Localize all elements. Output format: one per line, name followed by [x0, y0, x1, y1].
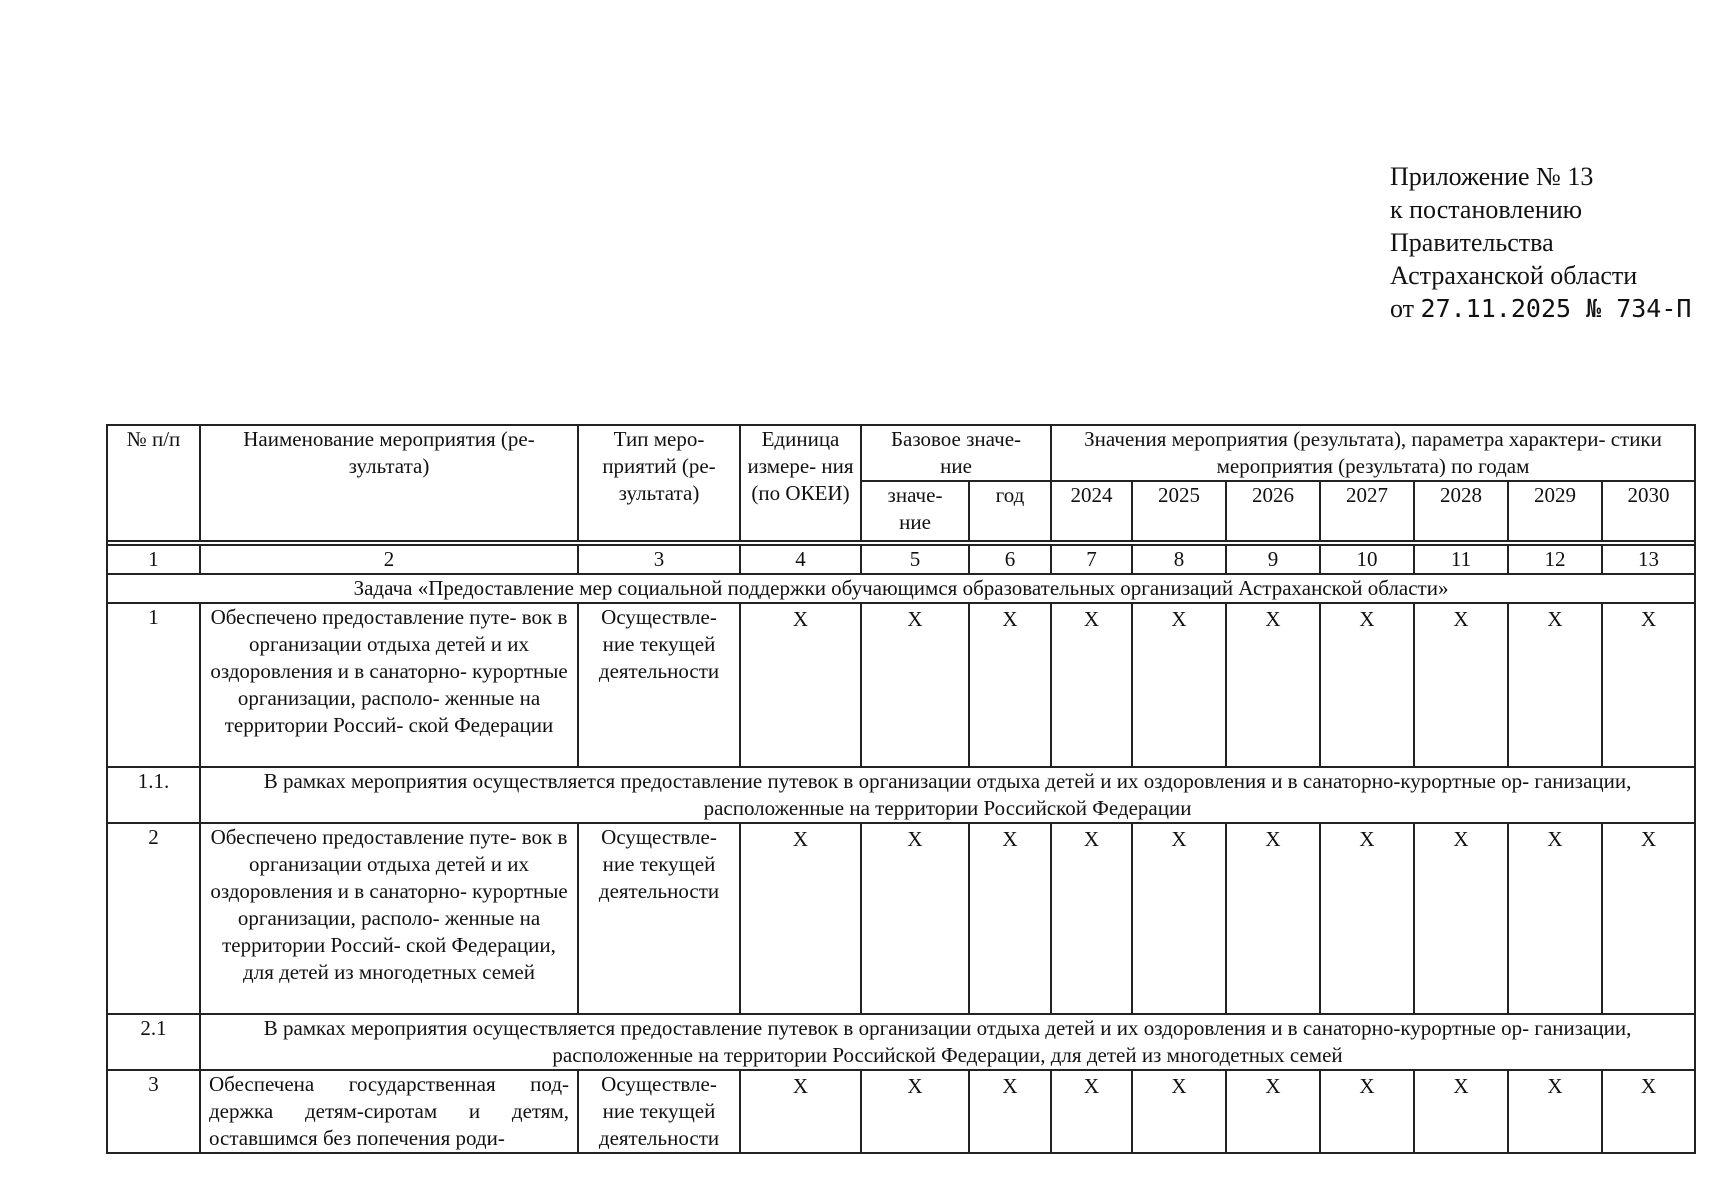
row-description: В рамках мероприятия осуществляется предоставление путевок в организации отдыха детей и их оздоровления и в санаторно-курортные ор- ганизации, расположенные на территории Российской Федерации [200, 767, 1695, 823]
row-activity-type: Осуществле- ние текущей деятельности [578, 823, 740, 1014]
row-number: 1 [107, 603, 200, 767]
task-row [107, 574, 1695, 603]
appendix-region: Астраханской области [1390, 261, 1638, 290]
column-number: 3 [578, 545, 740, 574]
appendix-number: Приложение № 13 [1390, 162, 1594, 191]
row-value: X [1320, 823, 1414, 1014]
row-value: X [1508, 1070, 1602, 1153]
header-base: Базовое значе- ние [861, 425, 1051, 481]
header-unit: Единица измере- ния (по ОКЕИ) [740, 425, 861, 541]
row-value: X [1051, 823, 1132, 1014]
row-value: X [740, 1070, 861, 1153]
header-year: 2028 [1414, 481, 1508, 541]
row-value: X [1414, 1070, 1508, 1153]
task-title: Задача «Предоставление мер социальной поддержки обучающимся образовательных организаций Астраханской области» [107, 574, 1695, 603]
row-value: X [1320, 1070, 1414, 1153]
table-row [107, 1070, 1695, 1153]
header-year: 2030 [1602, 481, 1695, 541]
appendix-date-prefix: от [1390, 294, 1415, 323]
appendix-reference: к постановлению [1390, 195, 1583, 224]
row-value: X [1414, 603, 1508, 767]
header-base-value: значе- ние [861, 481, 969, 541]
row-activity-type: Осуществле- ние текущей деятельности [578, 1070, 740, 1153]
table-row-description [107, 1014, 1695, 1070]
row-value: X [1051, 1070, 1132, 1153]
column-number: 10 [1320, 545, 1414, 574]
row-value: X [1508, 603, 1602, 767]
row-number: 3 [107, 1070, 200, 1153]
row-description: В рамках мероприятия осуществляется предоставление путевок в организации отдыха детей и их оздоровления и в санаторно-курортные ор- ганизации, расположенные на территории Российской Федерации, для детей из многодетных семей [200, 1014, 1695, 1070]
row-value: X [740, 603, 861, 767]
row-value: X [1508, 823, 1602, 1014]
header-type: Тип меро- приятий (ре- зультата) [578, 425, 740, 541]
row-value: X [1132, 1070, 1226, 1153]
column-number: 11 [1414, 545, 1508, 574]
appendix-date-number: 27.11.2025 № 734-П [1420, 294, 1692, 323]
appendix-header [1390, 160, 1691, 325]
row-value: X [969, 823, 1051, 1014]
row-number: 2.1 [107, 1014, 200, 1070]
row-activity-type: Осуществле- ние текущей деятельности [578, 603, 740, 767]
appendix-date-line [1390, 292, 1691, 325]
column-number: 1 [107, 545, 200, 574]
table-row [107, 603, 1695, 767]
row-activity-name: Обеспечено предоставление путе- вок в организации отдыха детей и их оздоровления и в санаторно- курортные организации, располо- женные на территории Россий- ской Федерации, для детей из многодетных семей [200, 823, 578, 1014]
header-base-year: год [969, 481, 1051, 541]
row-value: X [1226, 823, 1320, 1014]
header-num: № п/п [107, 425, 200, 541]
header-year: 2025 [1132, 481, 1226, 541]
row-value: X [969, 1070, 1051, 1153]
header-row-top [107, 425, 1695, 481]
header-year: 2024 [1051, 481, 1132, 541]
row-value: X [1132, 603, 1226, 767]
appendix-authority: Правительства [1390, 228, 1554, 257]
row-value: X [1320, 603, 1414, 767]
column-number: 5 [861, 545, 969, 574]
column-number: 4 [740, 545, 861, 574]
header-year: 2026 [1226, 481, 1320, 541]
row-value: X [969, 603, 1051, 767]
activities-table [106, 424, 1696, 1154]
column-number-row [107, 545, 1695, 574]
table-row-description [107, 767, 1695, 823]
row-value: X [1051, 603, 1132, 767]
row-value: X [1602, 1070, 1695, 1153]
column-number: 7 [1051, 545, 1132, 574]
row-value: X [1226, 603, 1320, 767]
row-value: X [740, 823, 861, 1014]
column-number: 13 [1602, 545, 1695, 574]
header-values-title: Значения мероприятия (результата), параметра характери- стики мероприятия (результата) по годам [1051, 425, 1695, 481]
column-number: 6 [969, 545, 1051, 574]
row-value: X [1226, 1070, 1320, 1153]
row-value: X [861, 1070, 969, 1153]
column-number: 8 [1132, 545, 1226, 574]
row-value: X [1414, 823, 1508, 1014]
row-value: X [1132, 823, 1226, 1014]
header-name: Наименование мероприятия (ре- зультата) [200, 425, 578, 541]
row-number: 2 [107, 823, 200, 1014]
header-year: 2027 [1320, 481, 1414, 541]
row-value: X [1602, 603, 1695, 767]
column-number: 2 [200, 545, 578, 574]
row-value: X [1602, 823, 1695, 1014]
row-value: X [861, 603, 969, 767]
row-activity-name: Обеспечена государственная под- держка детям-сиротам и детям, оставшимся без попечения роди- [200, 1070, 578, 1153]
column-number: 9 [1226, 545, 1320, 574]
row-activity-name: Обеспечено предоставление путе- вок в организации отдыха детей и их оздоровления и в санаторно- курортные организации, располо- женные на территории Россий- ской Федерации [200, 603, 578, 767]
row-value: X [861, 823, 969, 1014]
column-number: 12 [1508, 545, 1602, 574]
header-year: 2029 [1508, 481, 1602, 541]
table-row [107, 823, 1695, 1014]
row-number: 1.1. [107, 767, 200, 823]
